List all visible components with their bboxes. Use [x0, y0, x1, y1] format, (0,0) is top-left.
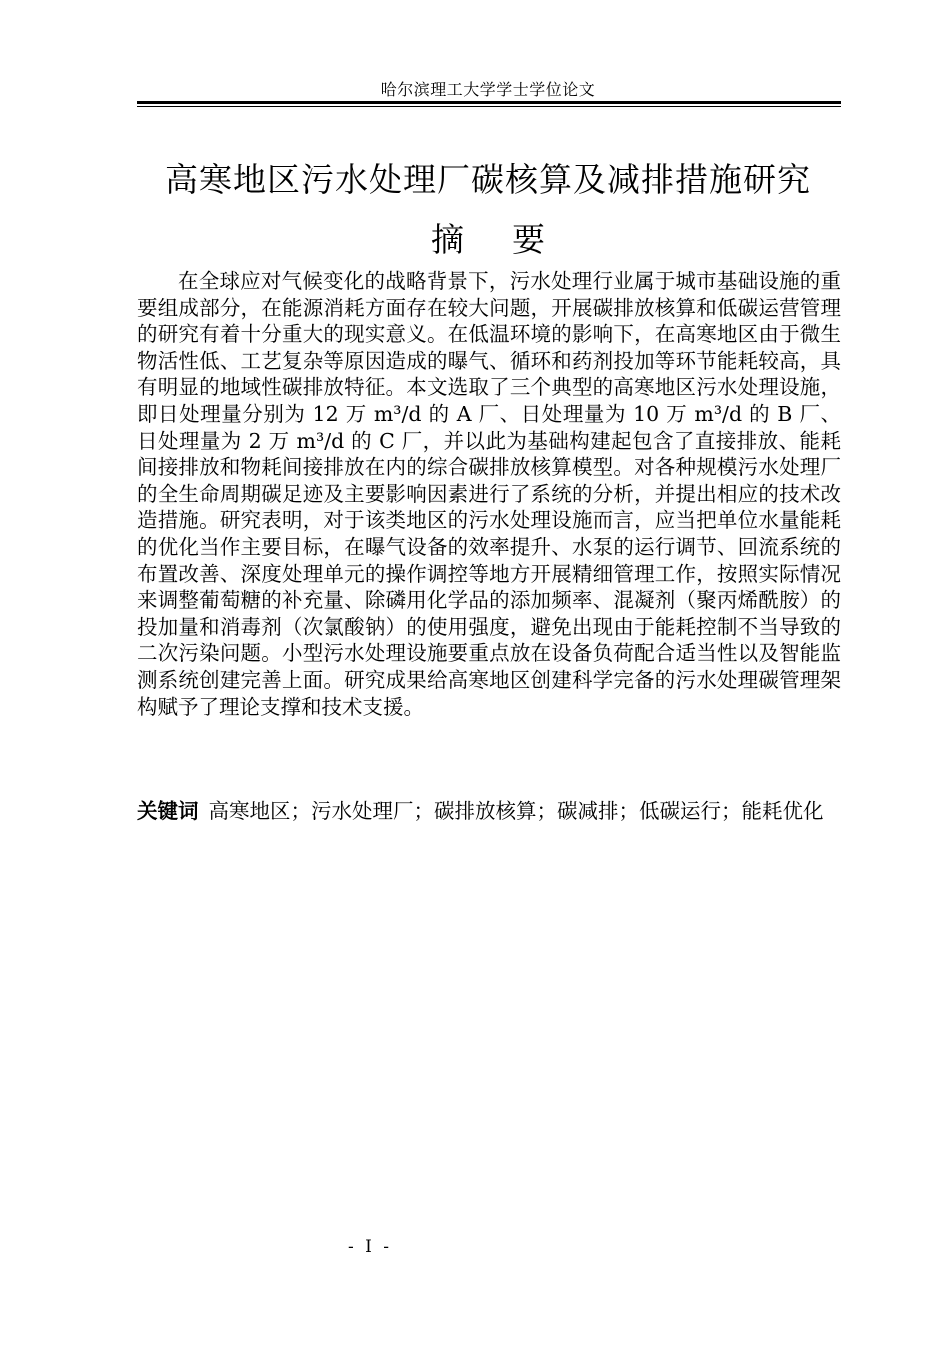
page-number: - I - — [347, 1237, 392, 1257]
header-rule-thin — [137, 106, 841, 107]
abstract-body: 在全球应对气候变化的战略背景下，污水处理行业属于城市基础设施的重要组成部分，在能源消耗方面存在较大问题，开展碳排放核算和低碳运营管理的研究有着十分重大的现实意义。在低温环境的影响下，在高寒地区由于微生物活性低、工艺复杂等原因造成的曝气、循环和药剂投加等环节能耗较高，具有明显的地域性碳排放特征。本文选取了三个典型的高寒地区污水处理设施，即日处理量分别为 12 万 m³/d 的 A 厂、日处理量为 10 万 m³/d 的 B 厂、日处理量为 2 万 m³/d 的 C 厂，并以此为基础构建起包含了直接排放、能耗间接排放和物耗间接排放在内的综合碳排放核算模型。对各种规模污水处理厂的全生命周期碳足迹及主要影响因素进行了系统的分析，并提出相应的技术改造措施。研究表明，对于该类地区的污水处理设施而言，应当把单位水量能耗的优化当作主要目标，在曝气设备的效率提升、水泵的运行调节、回流系统的布置改善、深度处理单元的操作调控等地方开展精细管理工作，按照实际情况来调整葡萄糖的补充量、除磷用化学品的添加频率、混凝剂（聚丙烯酰胺）的投加量和消毒剂（次氯酸钠）的使用强度，避免出现由于能耗控制不当导致的二次污染问题。小型污水处理设施要重点放在设备负荷配合适当性以及智能监测系统创建完善上面。研究成果给高寒地区创建科学完备的污水处理碳管理架构赋予了理论支撑和技术支援。 — [137, 269, 841, 719]
abstract-heading: 摘要 — [431, 220, 593, 259]
keywords-text: 高寒地区；污水处理厂；碳排放核算；碳减排；低碳运行；能耗优化 — [208, 799, 824, 823]
keywords-line — [137, 798, 841, 825]
header-rule-thick — [137, 101, 841, 104]
header-university-thesis-label: 哈尔滨理工大学学士学位论文 — [380, 80, 596, 99]
thesis-title: 高寒地区污水处理厂碳核算及减排措施研究 — [165, 160, 811, 199]
keywords-label: 关键词 — [137, 799, 199, 823]
